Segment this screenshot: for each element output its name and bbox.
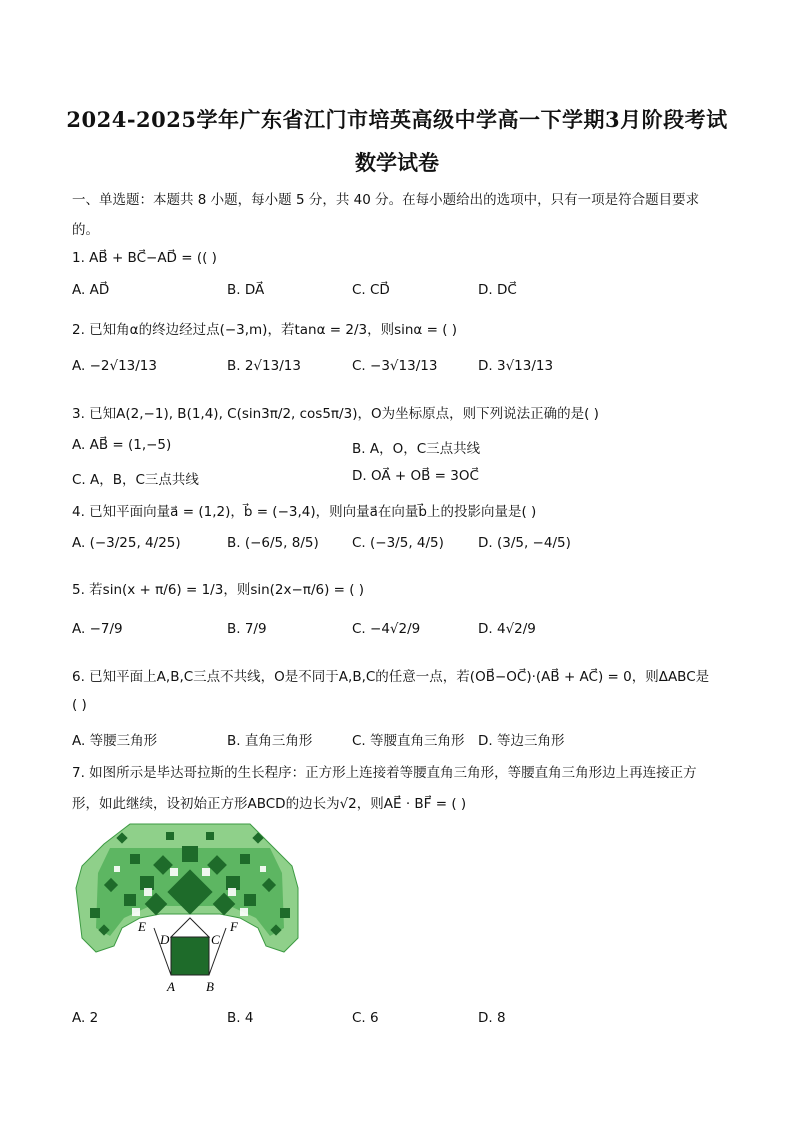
question-2-stem: 2. 已知角α的终边经过点(−3,m)，若tanα = 2/3，则sinα = ( ) [72, 322, 458, 338]
question-5-stem: 5. 若sin(x + π/6) = 1/3，则sin(2x−π/6) = ( ) [72, 582, 365, 598]
q3-option-b: B. A，O，C三点共线 [352, 441, 481, 457]
q5-option-d: D. 4√2/9 [478, 621, 536, 637]
q3-option-c: C. A，B，C三点共线 [72, 472, 199, 488]
q4-option-c: C. (−3/5, 4/5) [352, 535, 444, 551]
q4-option-b: B. (−6/5, 8/5) [227, 535, 319, 551]
exam-title: 2024-2025学年广东省江门市培英高级中学高一下学期3月阶段考试 [66, 107, 728, 132]
pythagoras-tree-figure [70, 818, 310, 996]
q1-option-d: D. DC⃗ [478, 282, 517, 298]
q4-option-d: D. (3/5, −4/5) [478, 535, 571, 551]
q3-option-a: A. AB⃗ = (1,−5) [72, 437, 172, 453]
q7-option-a: A. 2 [72, 1010, 99, 1026]
label-f: F [230, 919, 238, 934]
q1-option-a: A. AD⃗ [72, 282, 110, 298]
question-6-stem-cont: ( ) [72, 697, 87, 713]
q7-option-b: B. 4 [227, 1010, 254, 1026]
q6-option-d: D. 等边三角形 [478, 733, 565, 749]
label-e: E [138, 919, 146, 934]
q5-option-a: A. −7/9 [72, 621, 123, 637]
question-4-stem: 4. 已知平面向量a⃗ = (1,2)，b⃗ = (−3,4)，则向量a⃗在向量b⃗上的投影向量是( ) [72, 504, 537, 520]
q1-option-c: C. CD⃗ [352, 282, 390, 298]
q2-option-a: A. −2√13/13 [72, 358, 157, 374]
section-intro: 一、单选题：本题共 8 小题，每小题 5 分，共 40 分。在每小题给出的选项中，只有一项是符合题目要求 [72, 192, 700, 208]
q2-option-b: B. 2√13/13 [227, 358, 301, 374]
q6-option-b: B. 直角三角形 [227, 733, 313, 749]
q2-option-c: C. −3√13/13 [352, 358, 438, 374]
label-b: B [206, 979, 214, 994]
q4-option-a: A. (−3/25, 4/25) [72, 535, 181, 551]
q7-option-c: C. 6 [352, 1010, 379, 1026]
q2-option-d: D. 3√13/13 [478, 358, 554, 374]
question-6-stem: 6. 已知平面上A,B,C三点不共线，O是不同于A,B,C的任意一点，若(OB⃗−OC⃗)·(AB⃗ + AC⃗) = 0，则ΔABC是 [72, 669, 710, 685]
label-a: A [167, 979, 175, 994]
question-3-stem: 3. 已知A(2,−1), B(1,4), C(sin3π/2, cos5π/3)，O为坐标原点，则下列说法正确的是( ) [72, 406, 599, 422]
label-c: C [211, 932, 220, 947]
q6-option-a: A. 等腰三角形 [72, 733, 158, 749]
q5-option-b: B. 7/9 [227, 621, 267, 637]
q3-option-d: D. OA⃗ + OB⃗ = 3OC⃗ [352, 468, 479, 484]
question-7-stem: 7. 如图所示是毕达哥拉斯的生长程序：正方形上连接着等腰直角三角形，等腰直角三角形边上再连接正方 [72, 765, 697, 781]
label-d: D [160, 932, 170, 947]
exam-subtitle: 数学试卷 [355, 150, 439, 175]
q5-option-c: C. −4√2/9 [352, 621, 421, 637]
q6-option-c: C. 等腰直角三角形 [352, 733, 465, 749]
question-7-stem-cont: 形，如此继续，设初始正方形ABCD的边长为√2，则AE⃗ · BF⃗ = ( ) [72, 796, 467, 812]
q1-option-b: B. DA⃗ [227, 282, 265, 298]
question-1-stem: 1. AB⃗ + BC⃗−AD⃗ = (( ) [72, 250, 217, 266]
q7-option-d: D. 8 [478, 1010, 506, 1026]
section-intro-cont: 的。 [72, 222, 99, 238]
